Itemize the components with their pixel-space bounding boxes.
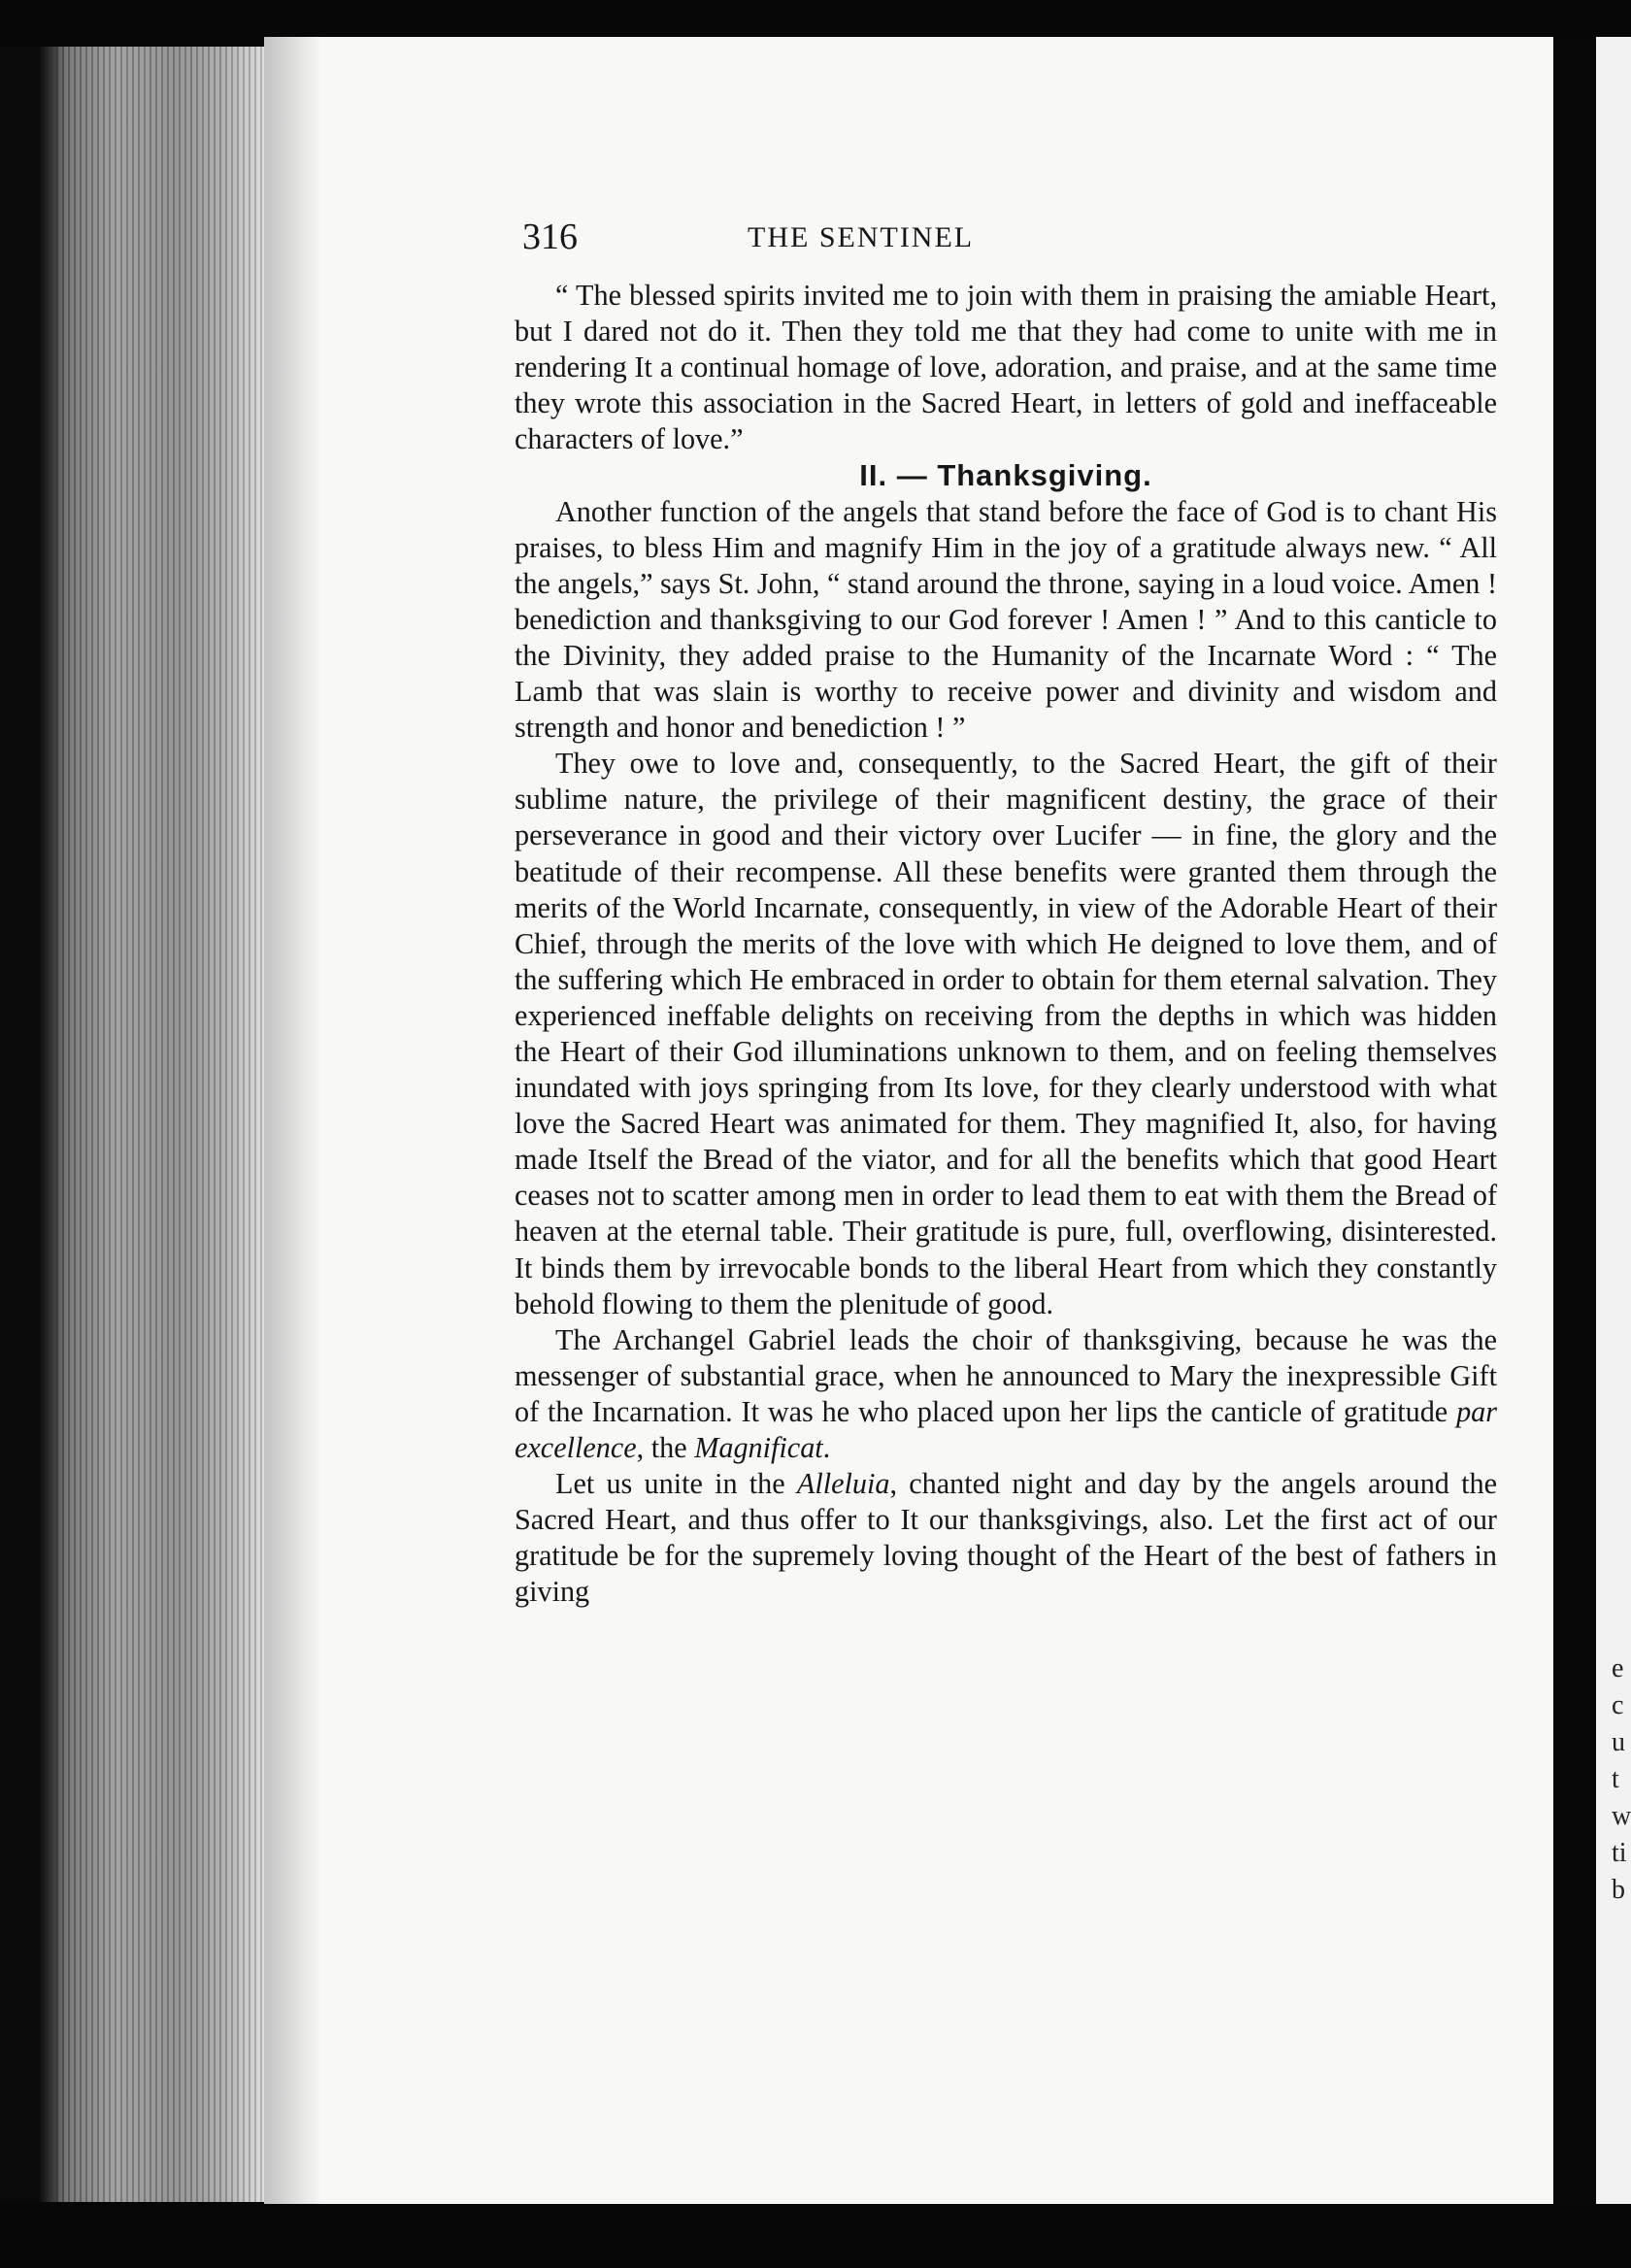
paragraph-text: , chanted night and day by the angels around the Sacred Heart, and thus offer to It our thanksgivings, also. Let the first act of our gratitude be for the supremely loving thought of the Heart of the best of fathers in giving xyxy=(515,1467,1498,1609)
page-gutter xyxy=(1553,37,1596,2204)
paragraph-text: The Archangel Gabriel leads the choir of thanksgiving, because he was the messenger of substantial grace, when he announced to Mary the inexpressible Gift of the Incarnation. It was he who placed upon her lips the canticle of gratitude xyxy=(515,1322,1497,1428)
italic-phrase: Alleluia xyxy=(796,1467,890,1501)
facing-letter: c xyxy=(1612,1690,1624,1720)
facing-letter: t xyxy=(1612,1764,1619,1794)
facing-letter: b xyxy=(1612,1875,1625,1905)
italic-phrase: par excellence xyxy=(515,1394,1498,1464)
paragraph-text: Let us unite in the xyxy=(555,1467,785,1501)
page-binding-shadow xyxy=(264,37,322,2204)
paragraph xyxy=(515,1466,1497,1610)
facing-letter: ti xyxy=(1612,1838,1627,1868)
running-title-text: THE SENTINEL xyxy=(748,221,975,253)
book-page-edges xyxy=(56,39,270,2223)
paragraph xyxy=(515,1322,1497,1466)
italic-phrase: Magnificat xyxy=(694,1431,823,1464)
text-column xyxy=(515,278,1497,1610)
facing-letter: u xyxy=(1612,1727,1625,1757)
running-title xyxy=(748,221,1447,254)
quote-continuation: “ The blessed spirits invited me to join with them in praising the amiable Heart, but I dared not do it. Then they told me that they had come to unite with me in rendering It a continual homage of love, adoration, and praise, and at the same time they wrote this association in the Sacred Heart, in letters of gold and ineffaceable characters of love.” xyxy=(515,279,1497,456)
paragraph-text: , the xyxy=(636,1431,687,1464)
paragraph-text: . xyxy=(822,1431,831,1464)
facing-letter: w xyxy=(1612,1801,1631,1831)
paragraph: Another function of the angels that stand before the face of God is to chant His praises, to bless Him and magnify Him in the joy of a gratitude always new. “ All the angels,” says St. John, “ stand around the throne, saying in a loud voice. Amen ! benediction and thanksgiving to our God forever ! Amen ! ” And to this canticle to the Divinity, they added praise to the Humanity of the Incarnate Word : “ The Lamb that was slain is worthy to receive power and divinity and wisdom and strength and honor and benediction ! ” xyxy=(515,494,1497,745)
facing-page-fragment xyxy=(1612,1651,1631,1909)
scan-border-bottom xyxy=(0,2202,1631,2268)
facing-letter: e xyxy=(1612,1653,1624,1684)
section-heading: II. — Thanksgiving. xyxy=(859,458,1152,493)
page-number: 316 xyxy=(522,217,578,257)
paragraph: They owe to love and, consequently, to the Sacred Heart, the gift of their sublime nature, the privilege of their magnificent destiny, the grace of their perseverance in good and their victory over Lucifer — in fine, the glory and the beatitude of their recompense. All these benefits were granted them through the merits of the World Incarnate, consequently, in view of the Adorable Heart of their Chief, through the merits of the love with which He deigned to love them, and of the suffering which He embraced in order to obtain for them eternal salvation. They experienced ineffable delights on receiving from the depths in which was hidden the Heart of their God illuminations unknown to them, and on feeling themselves inundated with joys springing from Its love, for they clearly understood with what love the Sacred Heart was animated for them. They magnified It, also, for having made Itself the Bread of the viator, and for all the benefits which that good Heart ceases not to scatter among men in order to lead them to eat with them the Bread of heaven at the eternal table. Their gratitude is pure, full, overflowing, disinterested. It binds them by irrevocable bonds to the liberal Heart from which they constantly behold flowing to them the plenitude of good. xyxy=(515,747,1497,1320)
